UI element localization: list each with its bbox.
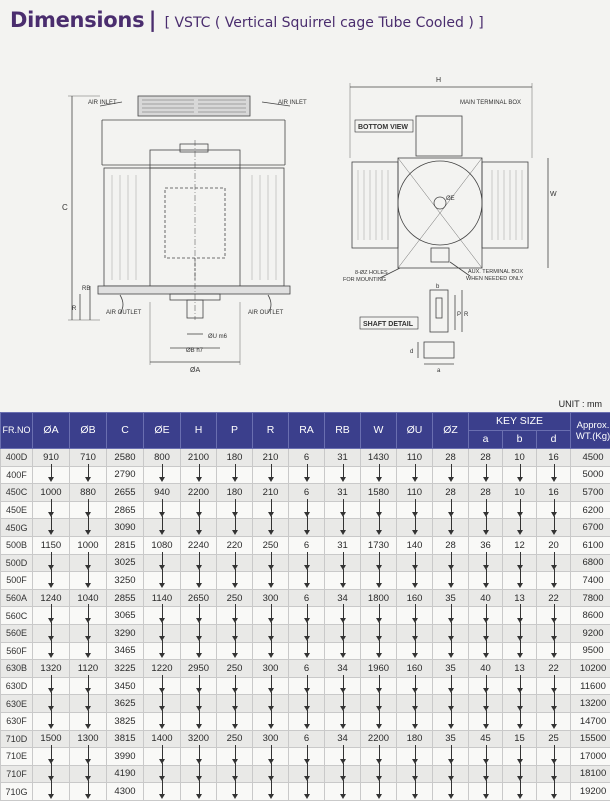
- down-arrow-icon: [469, 783, 503, 801]
- table-cell: 5700: [571, 484, 610, 502]
- down-arrow-icon: [217, 783, 253, 801]
- dim-c-label: C: [62, 203, 68, 212]
- approx-header-line1: Approx.: [577, 420, 610, 431]
- table-cell: 2950: [181, 660, 217, 678]
- down-arrow-icon: [289, 466, 325, 484]
- down-arrow-icon: [361, 572, 397, 590]
- frame-number-cell: 500F: [1, 572, 33, 590]
- frame-number-cell: 630D: [1, 677, 33, 695]
- table-cell: 110: [397, 484, 433, 502]
- dimensions-table: [0, 412, 610, 801]
- frame-number-cell: 450C: [1, 484, 33, 502]
- table-cell: 2650: [181, 589, 217, 607]
- down-arrow-icon: [537, 783, 571, 801]
- down-arrow-icon: [289, 572, 325, 590]
- down-arrow-icon: [503, 572, 537, 590]
- table-cell: 1730: [361, 536, 397, 554]
- down-arrow-icon: [503, 712, 537, 730]
- col-header-key-a: a: [469, 431, 503, 449]
- down-arrow-icon: [70, 572, 107, 590]
- down-arrow-icon: [503, 783, 537, 801]
- table-cell: 1080: [144, 536, 181, 554]
- down-arrow-icon: [397, 466, 433, 484]
- down-arrow-icon: [217, 712, 253, 730]
- table-cell: 13: [503, 660, 537, 678]
- frame-number-cell: 560F: [1, 642, 33, 660]
- dim-p-label: P: [457, 312, 461, 318]
- table-cell: 3025: [107, 554, 144, 572]
- down-arrow-icon: [217, 572, 253, 590]
- frame-number-cell: 400D: [1, 449, 33, 467]
- holes-label-line2: FOR MOUNTING: [343, 277, 386, 283]
- table-cell: 4190: [107, 765, 144, 783]
- table-header: [1, 413, 610, 449]
- col-header-a: ØA: [33, 413, 70, 449]
- table-cell: 250: [217, 589, 253, 607]
- down-arrow-icon: [469, 519, 503, 537]
- table-cell: 6200: [571, 501, 610, 519]
- table-cell: 2200: [361, 730, 397, 748]
- table-cell: 160: [397, 589, 433, 607]
- dim-h-label: H: [436, 77, 441, 84]
- down-arrow-icon: [361, 712, 397, 730]
- down-arrow-icon: [289, 783, 325, 801]
- table-cell: 14700: [571, 712, 610, 730]
- down-arrow-icon: [253, 519, 289, 537]
- col-header-approx-weight: [571, 413, 610, 449]
- down-arrow-icon: [33, 572, 70, 590]
- table-cell: 160: [397, 660, 433, 678]
- table-cell: 5000: [571, 466, 610, 484]
- down-arrow-icon: [361, 519, 397, 537]
- table-cell: 2865: [107, 501, 144, 519]
- approx-header-line2: WT.(Kg): [576, 431, 610, 442]
- col-header-rb: RB: [325, 413, 361, 449]
- table-cell: 36: [469, 536, 503, 554]
- table-cell: 10: [503, 449, 537, 467]
- dim-r-small-label: R: [464, 312, 469, 318]
- table-cell: 17000: [571, 748, 610, 766]
- dim-b-label: ØB h7: [186, 348, 204, 354]
- down-arrow-icon: [217, 519, 253, 537]
- table-cell: 180: [217, 449, 253, 467]
- page-title: [10, 8, 484, 32]
- down-arrow-icon: [397, 783, 433, 801]
- col-header-p: P: [217, 413, 253, 449]
- frame-number-cell: 710E: [1, 748, 33, 766]
- down-arrow-icon: [181, 466, 217, 484]
- down-arrow-icon: [397, 572, 433, 590]
- down-arrow-icon: [503, 466, 537, 484]
- down-arrow-icon: [361, 783, 397, 801]
- table-cell: 28: [433, 449, 469, 467]
- table-cell: 40: [469, 589, 503, 607]
- shaft-detail-title: SHAFT DETAIL: [363, 321, 414, 328]
- table-cell: 15500: [571, 730, 610, 748]
- table-cell: 28: [469, 484, 503, 502]
- table-cell: 4300: [107, 783, 144, 801]
- down-arrow-icon: [469, 712, 503, 730]
- aux-box-label-line2: WHEN NEEDED ONLY: [466, 276, 524, 282]
- table-cell: 34: [325, 589, 361, 607]
- dim-w-label: W: [550, 191, 557, 198]
- table-cell: 3290: [107, 624, 144, 642]
- table-cell: 13: [503, 589, 537, 607]
- down-arrow-icon: [537, 466, 571, 484]
- down-arrow-icon: [469, 642, 503, 660]
- table-cell: 22: [537, 589, 571, 607]
- table-cell: 6: [289, 730, 325, 748]
- dim-u-label: ØU m6: [208, 334, 228, 340]
- table-cell: 300: [253, 730, 289, 748]
- frame-number-cell: 710G: [1, 783, 33, 801]
- table-cell: 16: [537, 484, 571, 502]
- down-arrow-icon: [325, 466, 361, 484]
- table-cell: 31: [325, 484, 361, 502]
- table-cell: 6: [289, 536, 325, 554]
- table-cell: 3450: [107, 677, 144, 695]
- table-cell: 40: [469, 660, 503, 678]
- table-cell: 22: [537, 660, 571, 678]
- table-cell: 7400: [571, 572, 610, 590]
- table-cell: 9500: [571, 642, 610, 660]
- table-cell: 6: [289, 449, 325, 467]
- down-arrow-icon: [33, 783, 70, 801]
- table-cell: 210: [253, 449, 289, 467]
- main-terminal-box-label: MAIN TERMINAL BOX: [460, 100, 521, 106]
- down-arrow-icon: [33, 712, 70, 730]
- table-cell: 2790: [107, 466, 144, 484]
- table-cell: 1240: [33, 589, 70, 607]
- down-arrow-icon: [325, 519, 361, 537]
- table-cell: 300: [253, 660, 289, 678]
- table-cell: 180: [217, 484, 253, 502]
- frame-number-cell: 560E: [1, 624, 33, 642]
- down-arrow-icon: [33, 642, 70, 660]
- down-arrow-icon: [33, 519, 70, 537]
- table-cell: 710: [70, 449, 107, 467]
- down-arrow-icon: [397, 642, 433, 660]
- down-arrow-icon: [144, 783, 181, 801]
- table-cell: 6700: [571, 519, 610, 537]
- table-cell: 7800: [571, 589, 610, 607]
- frame-number-cell: 450E: [1, 501, 33, 519]
- air-inlet-right-label: AIR INLET: [278, 100, 307, 106]
- aux-box-label-line1: AUX. TERMINAL BOX: [468, 269, 523, 275]
- down-arrow-icon: [433, 572, 469, 590]
- table-cell: 3225: [107, 660, 144, 678]
- title-separator: |: [149, 8, 156, 32]
- table-cell: 6100: [571, 536, 610, 554]
- table-cell: 3465: [107, 642, 144, 660]
- bottom-view-title: BOTTOM VIEW: [358, 124, 408, 131]
- table-cell: 12: [503, 536, 537, 554]
- table-cell: 11600: [571, 677, 610, 695]
- down-arrow-icon: [537, 572, 571, 590]
- down-arrow-icon: [144, 642, 181, 660]
- table-cell: 1320: [33, 660, 70, 678]
- table-cell: 3200: [181, 730, 217, 748]
- table-cell: 1220: [144, 660, 181, 678]
- down-arrow-icon: [325, 783, 361, 801]
- col-header-b: ØB: [70, 413, 107, 449]
- table-cell: 1500: [33, 730, 70, 748]
- down-arrow-icon: [181, 783, 217, 801]
- table-cell: 1960: [361, 660, 397, 678]
- down-arrow-icon: [537, 642, 571, 660]
- table-cell: 31: [325, 449, 361, 467]
- down-arrow-icon: [217, 466, 253, 484]
- frame-number-cell: 630F: [1, 712, 33, 730]
- col-header-r: R: [253, 413, 289, 449]
- table-cell: 1040: [70, 589, 107, 607]
- table-cell: 6: [289, 484, 325, 502]
- col-header-c: C: [107, 413, 144, 449]
- down-arrow-icon: [181, 642, 217, 660]
- down-arrow-icon: [325, 642, 361, 660]
- table-row: [1, 466, 610, 484]
- table-cell: 110: [397, 449, 433, 467]
- table-cell: 3065: [107, 607, 144, 625]
- table-cell: 940: [144, 484, 181, 502]
- table-cell: 3815: [107, 730, 144, 748]
- frame-number-cell: 630E: [1, 695, 33, 713]
- down-arrow-icon: [144, 466, 181, 484]
- table-cell: 800: [144, 449, 181, 467]
- down-arrow-icon: [253, 466, 289, 484]
- table-cell: 1800: [361, 589, 397, 607]
- table-cell: 2100: [181, 449, 217, 467]
- down-arrow-icon: [289, 712, 325, 730]
- table-row: [1, 519, 610, 537]
- table-cell: 28: [433, 536, 469, 554]
- down-arrow-icon: [70, 519, 107, 537]
- frame-number-cell: 400F: [1, 466, 33, 484]
- table-cell: 6: [289, 660, 325, 678]
- down-arrow-icon: [217, 642, 253, 660]
- down-arrow-icon: [397, 712, 433, 730]
- table-cell: 1000: [70, 536, 107, 554]
- down-arrow-icon: [325, 712, 361, 730]
- side-elevation-drawing: [68, 96, 290, 365]
- table-cell: 6800: [571, 554, 610, 572]
- dim-d-label: d: [410, 349, 413, 355]
- table-cell: 3250: [107, 572, 144, 590]
- table-cell: 3625: [107, 695, 144, 713]
- table-cell: 18100: [571, 765, 610, 783]
- down-arrow-icon: [70, 466, 107, 484]
- table-row: [1, 783, 610, 801]
- down-arrow-icon: [33, 466, 70, 484]
- table-cell: 1430: [361, 449, 397, 467]
- air-inlet-left-label: AIR INLET: [88, 100, 117, 106]
- dim-b-small-label: b: [436, 284, 440, 290]
- down-arrow-icon: [433, 466, 469, 484]
- col-header-u: ØU: [397, 413, 433, 449]
- table-cell: 1300: [70, 730, 107, 748]
- table-cell: 2815: [107, 536, 144, 554]
- table-cell: 25: [537, 730, 571, 748]
- table-cell: 28: [433, 484, 469, 502]
- table-cell: 220: [217, 536, 253, 554]
- down-arrow-icon: [181, 519, 217, 537]
- table-cell: 35: [433, 589, 469, 607]
- table-cell: 300: [253, 589, 289, 607]
- table-cell: 10200: [571, 660, 610, 678]
- table-cell: 250: [217, 660, 253, 678]
- down-arrow-icon: [289, 519, 325, 537]
- table-cell: 4500: [571, 449, 610, 467]
- col-header-e: ØE: [144, 413, 181, 449]
- table-cell: 15: [503, 730, 537, 748]
- down-arrow-icon: [253, 783, 289, 801]
- table-cell: 1150: [33, 536, 70, 554]
- frame-number-cell: 710D: [1, 730, 33, 748]
- frame-number-cell: 560A: [1, 589, 33, 607]
- table-cell: 3990: [107, 748, 144, 766]
- table-cell: 10: [503, 484, 537, 502]
- table-cell: 250: [253, 536, 289, 554]
- table-cell: 2240: [181, 536, 217, 554]
- table-cell: 910: [33, 449, 70, 467]
- table-cell: 28: [469, 449, 503, 467]
- down-arrow-icon: [361, 642, 397, 660]
- down-arrow-icon: [253, 712, 289, 730]
- table-body: [1, 449, 610, 801]
- table-cell: 250: [217, 730, 253, 748]
- air-outlet-right-label: AIR OUTLET: [248, 310, 284, 316]
- table-cell: 3090: [107, 519, 144, 537]
- frame-number-cell: 500D: [1, 554, 33, 572]
- table-cell: 140: [397, 536, 433, 554]
- dim-a-small-label: a: [437, 368, 441, 374]
- table-cell: 1140: [144, 589, 181, 607]
- table-cell: 2655: [107, 484, 144, 502]
- down-arrow-icon: [70, 642, 107, 660]
- down-arrow-icon: [433, 642, 469, 660]
- dim-e-label: ØE: [446, 196, 455, 202]
- table-cell: 9200: [571, 624, 610, 642]
- table-cell: 16: [537, 449, 571, 467]
- dimension-drawings: [0, 40, 610, 395]
- down-arrow-icon: [253, 572, 289, 590]
- title-subtitle: [ VSTC ( Vertical Squirrel cage Tube Cooled ) ]: [165, 15, 484, 31]
- down-arrow-icon: [433, 783, 469, 801]
- air-outlet-left-label: AIR OUTLET: [106, 310, 142, 316]
- down-arrow-icon: [469, 466, 503, 484]
- table-cell: 31: [325, 536, 361, 554]
- table-cell: 2200: [181, 484, 217, 502]
- down-arrow-icon: [397, 519, 433, 537]
- frame-number-cell: 560C: [1, 607, 33, 625]
- dim-a-label: ØA: [190, 367, 200, 374]
- table-cell: 13200: [571, 695, 610, 713]
- down-arrow-icon: [289, 642, 325, 660]
- dim-rb-label: RB: [82, 286, 90, 292]
- col-header-z: ØZ: [433, 413, 469, 449]
- frame-number-cell: 630B: [1, 660, 33, 678]
- frame-number-cell: 450G: [1, 519, 33, 537]
- down-arrow-icon: [433, 712, 469, 730]
- table-cell: 1120: [70, 660, 107, 678]
- down-arrow-icon: [537, 712, 571, 730]
- table-cell: 2855: [107, 589, 144, 607]
- table-cell: 6: [289, 589, 325, 607]
- table-cell: 1580: [361, 484, 397, 502]
- down-arrow-icon: [144, 519, 181, 537]
- table-cell: 35: [433, 730, 469, 748]
- table-cell: 34: [325, 730, 361, 748]
- unit-label: UNIT : mm: [559, 399, 602, 409]
- down-arrow-icon: [181, 572, 217, 590]
- col-header-frno: FR.NO: [1, 413, 33, 449]
- down-arrow-icon: [70, 783, 107, 801]
- down-arrow-icon: [181, 712, 217, 730]
- table-cell: 45: [469, 730, 503, 748]
- table-row: [1, 642, 610, 660]
- table-cell: 210: [253, 484, 289, 502]
- table-cell: 2580: [107, 449, 144, 467]
- table-cell: 34: [325, 660, 361, 678]
- col-header-ra: RA: [289, 413, 325, 449]
- table-row: [1, 712, 610, 730]
- table-cell: 880: [70, 484, 107, 502]
- table-cell: 8600: [571, 607, 610, 625]
- col-header-h: H: [181, 413, 217, 449]
- title-main: Dimensions: [10, 8, 144, 32]
- down-arrow-icon: [144, 712, 181, 730]
- col-header-key-d: d: [537, 431, 571, 449]
- col-header-key-size: KEY SIZE: [469, 413, 571, 431]
- down-arrow-icon: [433, 519, 469, 537]
- down-arrow-icon: [503, 519, 537, 537]
- down-arrow-icon: [469, 572, 503, 590]
- table-cell: 180: [397, 730, 433, 748]
- table-row: [1, 572, 610, 590]
- down-arrow-icon: [70, 712, 107, 730]
- down-arrow-icon: [361, 466, 397, 484]
- col-header-key-b: b: [503, 431, 537, 449]
- table-cell: 1000: [33, 484, 70, 502]
- down-arrow-icon: [325, 572, 361, 590]
- down-arrow-icon: [144, 572, 181, 590]
- col-header-w: W: [361, 413, 397, 449]
- table-cell: 1400: [144, 730, 181, 748]
- frame-number-cell: 710F: [1, 765, 33, 783]
- table-cell: 35: [433, 660, 469, 678]
- down-arrow-icon: [253, 642, 289, 660]
- down-arrow-icon: [503, 642, 537, 660]
- table-cell: 19200: [571, 783, 610, 801]
- down-arrow-icon: [537, 519, 571, 537]
- holes-label-line1: 8-ØZ HOLES: [355, 270, 388, 276]
- frame-number-cell: 500B: [1, 536, 33, 554]
- table-cell: 3825: [107, 712, 144, 730]
- dim-r-label: R: [72, 306, 77, 312]
- table-cell: 20: [537, 536, 571, 554]
